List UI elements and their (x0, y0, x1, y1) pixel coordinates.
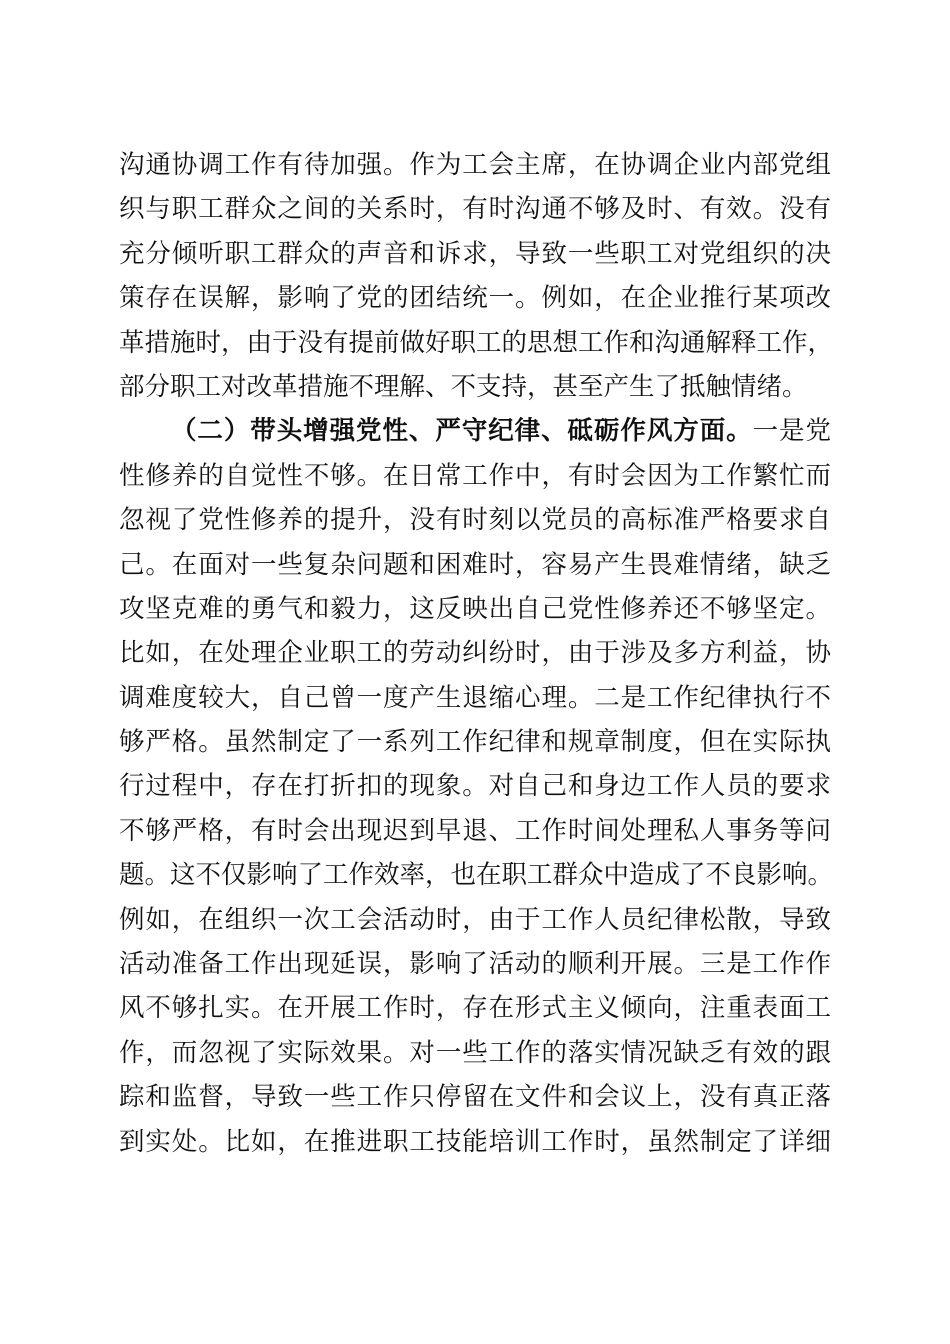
text-line: 沟通协调工作有待加强。作为工会主席，在协调企业内部党组 (119, 150, 831, 180)
text-line: 风不够扎实。在开展工作时，存在形式主义倾向，注重表面工 (119, 993, 831, 1024)
text-line: 比如，在处理企业职工的劳动纠纷时，由于涉及多方利益，协 (119, 638, 831, 669)
text-line: 攻坚克难的勇气和毅力，这反映出自己党性修养还不够坚定。 (119, 593, 831, 624)
text-line: 部分职工对改革措施不理解、不支持，甚至产生了抵触情绪。 (119, 371, 808, 402)
text-line: 活动准备工作出现延误，影响了活动的顺利开展。三是工作作 (119, 949, 831, 980)
text-line: 织与职工群众之间的关系时，有时沟通不够及时、有效。没有 (119, 194, 831, 225)
heading-continuation: 一是党 (752, 416, 831, 447)
paragraph-communication (119, 143, 834, 409)
body-text (119, 143, 834, 1164)
text-line: 例如，在组织一次工会活动时，由于工作人员纪律松散，导致 (119, 904, 831, 935)
paragraph-party-discipline (119, 409, 834, 1164)
text-line: 性修养的自觉性不够。在日常工作中，有时会因为工作繁忙而 (119, 460, 831, 491)
text-line: 踪和监督，导致一些工作只停留在文件和会议上，没有真正落 (119, 1082, 831, 1113)
text-line: 己。在面对一些复杂问题和困难时，容易产生畏难情绪，缺乏 (119, 549, 831, 580)
section-heading: （二）带头增强党性、严守纪律、砥砺作风方面。 (171, 416, 753, 447)
text-line: 到实处。比如，在推进职工技能培训工作时，虽然制定了详细 (119, 1126, 831, 1157)
text-line-first (119, 409, 831, 453)
text-line: 作，而忽视了实际效果。对一些工作的落实情况缺乏有效的跟 (119, 1037, 831, 1068)
text-line: 充分倾听职工群众的声音和诉求，导致一些职工对党组织的决 (119, 238, 831, 269)
text-line: 不够严格，有时会出现迟到早退、工作时间处理私人事务等问 (119, 815, 831, 846)
text-line: 够严格。虽然制定了一系列工作纪律和规章制度，但在实际执 (119, 727, 831, 758)
text-line: 行过程中，存在打折扣的现象。对自己和身边工作人员的要求 (119, 771, 831, 802)
text-line: 策存在误解，影响了党的团结统一。例如，在企业推行某项改 (119, 283, 831, 314)
text-line: 忽视了党性修养的提升，没有时刻以党员的高标准严格要求自 (119, 505, 831, 536)
text-line: 题。这不仅影响了工作效率，也在职工群众中造成了不良影响。 (119, 860, 834, 891)
text-line: 调难度较大，自己曾一度产生退缩心理。二是工作纪律执行不 (119, 682, 831, 713)
text-line: 革措施时，由于没有提前做好职工的思想工作和沟通解释工作， (119, 327, 834, 358)
